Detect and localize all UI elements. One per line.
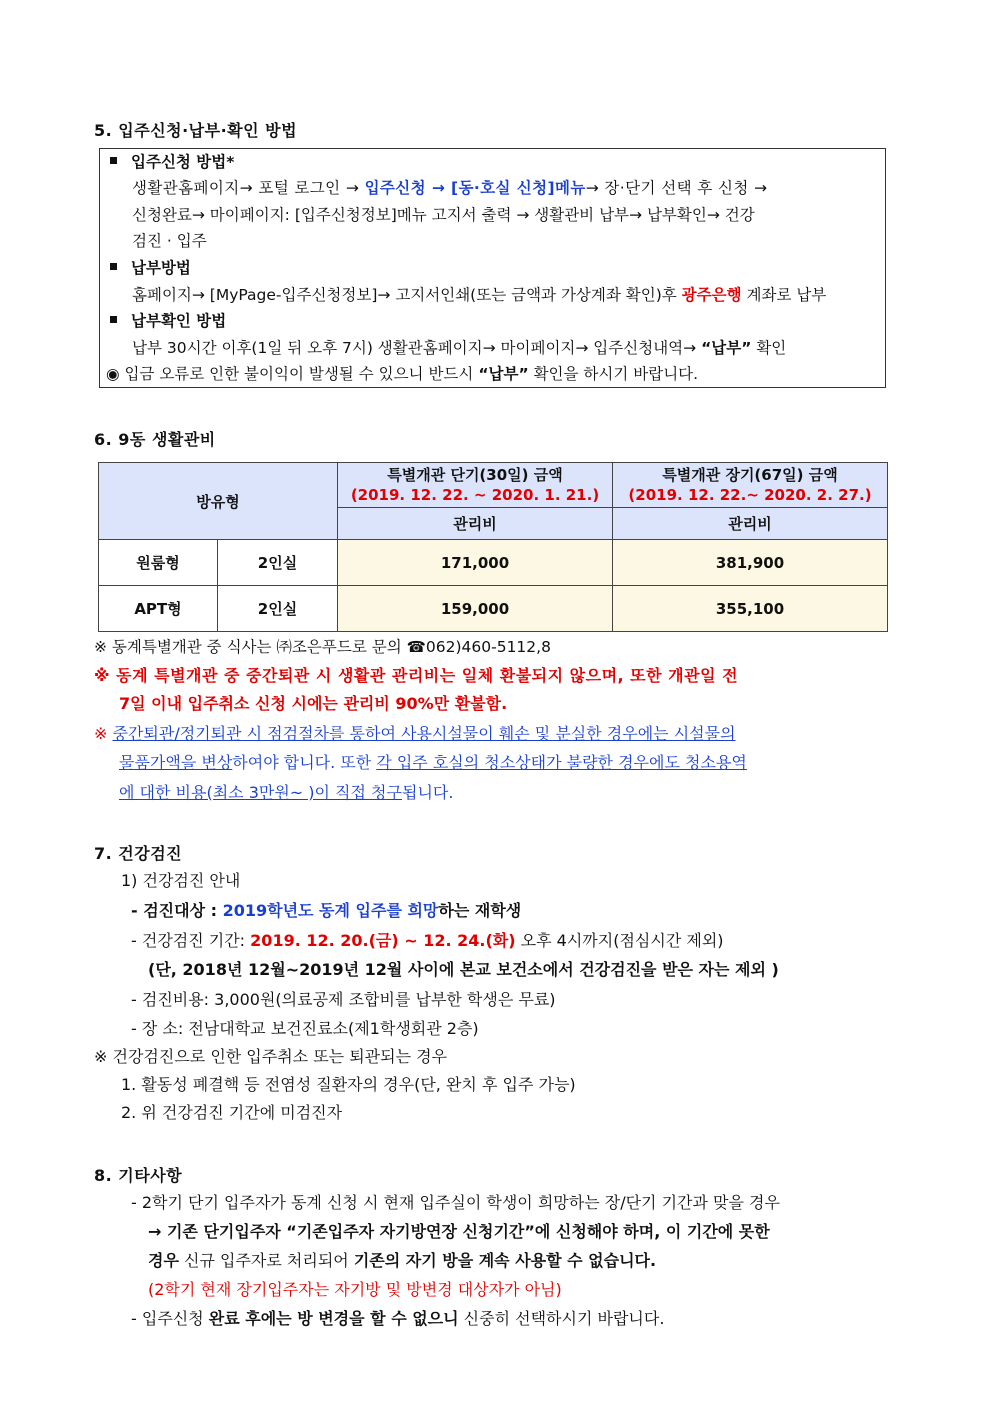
table-row (99, 540, 888, 586)
bullet-payment-confirm: 납부확인 방법 (110, 311, 226, 331)
health-check-cancel-case-2: 2. 위 건강검진 기간에 미검진자 (121, 1103, 343, 1122)
damage-notice-line-2: 물품가액을 변상하여야 합니다. 또한 각 입주 호실의 청소상태가 불량한 경우에도 청소용역 (119, 753, 747, 772)
meal-inquiry-note: ※ 동계특별개관 중 식사는 ㈜조은푸드로 문의 ☎062)460-5112,8 (94, 638, 551, 656)
health-check-cancel-case-1: 1. 활동성 폐결핵 등 전염성 질환자의 경우(단, 완치 후 입주 가능) (121, 1075, 576, 1094)
long-term-header: 특별개관 장기(67일) 금액 (2019. 12. 22.~ 2020. 2. 27.) (613, 463, 888, 508)
misc-note-line-3: 경우 신규 입주자로 처리되어 기존의 자기 방을 계속 사용할 수 없습니다. (148, 1251, 657, 1270)
health-check-target: - 검진대상 : 2019학년도 동계 입주를 희망하는 재학생 (131, 901, 522, 920)
bullet-payment-method: 납부방법 (110, 258, 191, 278)
room-type-cell: 원룸형 (99, 540, 218, 586)
health-check-guide: 1) 건강검진 안내 (121, 871, 241, 890)
bullet-square-icon (110, 157, 117, 164)
damage-notice-line-1: ※ 중간퇴관/정기퇴관 시 점검절차를 통하여 사용시설물이 훼손 및 분실한 경우에는 시설물의 (94, 724, 736, 743)
table-header-row (99, 463, 888, 508)
payment-warning-note: ◉ 입금 오류로 인한 불이익이 발생될 수 있으니 반드시 “납부” 확인을 하시기 바랍니다. (106, 365, 699, 383)
long-term-fee-cell: 381,900 (613, 540, 888, 586)
damage-notice-line-3: 에 대한 비용(최소 3만원~ )이 직접 청구됩니다. (119, 783, 454, 802)
application-steps-line-1: 생활관홈페이지→ 포털 로그인 → 입주신청 → [동·호실 신청]메뉴→ 장·단기 선택 후 신청 → (132, 179, 768, 197)
refund-notice-line-1: ※ 동계 특별개관 중 중간퇴관 시 생활관 관리비는 일체 환불되지 않으며, 또한 개관일 전 (94, 666, 739, 685)
payment-steps-line: 홈페이지→ [MyPage-입주신청정보]→ 고지서인쇄(또는 금액과 가상계좌 확인)후 광주은행 계좌로 납부 (132, 286, 827, 304)
bullet-square-icon (110, 263, 117, 270)
fee-table (98, 462, 888, 632)
room-size-cell: 2인실 (218, 540, 338, 586)
health-check-location: - 장 소: 전남대학교 보건진료소(제1학생회관 2층) (131, 1019, 479, 1038)
payment-confirm-line: 납부 30시간 이후(1일 뒤 오후 7시) 생활관홈페이지→ 마이페이지→ 입주신청내역→ “납부” 확인 (132, 339, 787, 357)
table-row (99, 586, 888, 632)
bullet-square-icon (110, 316, 117, 323)
room-type-cell: APT형 (99, 586, 218, 632)
health-check-exemption: (단, 2018년 12월~2019년 12월 사이에 본교 보건소에서 건강검진을 받은 자는 제외 ) (148, 960, 779, 979)
misc-note-line-4: (2학기 현재 장기입주자는 자기방 및 방변경 대상자가 아님) (148, 1280, 562, 1299)
health-check-cancel-note: ※ 건강검진으로 인한 입주취소 또는 퇴관되는 경우 (94, 1047, 448, 1066)
application-steps-line-3: 검진 · 입주 (132, 232, 207, 250)
short-term-header: 특별개관 단기(30일) 금액 (2019. 12. 22. ~ 2020. 1. 21.) (338, 463, 613, 508)
room-type-header: 방유형 (99, 463, 338, 540)
misc-note-line-5: - 입주신청 완료 후에는 방 변경을 할 수 없으니 신중히 선택하시기 바랍니다. (131, 1309, 665, 1328)
section-6-title: 6. 9동 생활관비 (94, 430, 216, 449)
misc-note-line-1: - 2학기 단기 입주자가 동계 신청 시 현재 입주실이 학생이 희망하는 장/단기 기간과 맞을 경우 (131, 1193, 780, 1212)
room-size-cell: 2인실 (218, 586, 338, 632)
long-term-fee-cell: 355,100 (613, 586, 888, 632)
health-check-period: - 건강검진 기간: 2019. 12. 20.(금) ~ 12. 24.(화) 오후 4시까지(점심시간 제외) (131, 931, 724, 950)
health-check-cost: - 검진비용: 3,000원(의료공제 조합비를 납부한 학생은 무료) (131, 990, 556, 1009)
short-term-fee-cell: 159,000 (338, 586, 613, 632)
section-5-title: 5. 입주신청·납부·확인 방법 (94, 121, 298, 140)
misc-note-line-2: → 기존 단기입주자 “기존입주자 자기방연장 신청기간”에 신청해야 하며, 이 기간에 못한 (148, 1222, 770, 1241)
short-term-fee-label: 관리비 (338, 508, 613, 540)
application-steps-line-2: 신청완료→ 마이페이지: [입주신청정보]메뉴 고지서 출력 → 생활관비 납부→ 납부확인→ 건강 (132, 206, 755, 224)
section-8-title: 8. 기타사항 (94, 1166, 183, 1185)
refund-notice-line-2: 7일 이내 입주취소 신청 시에는 관리비 90%만 환불함. (119, 694, 508, 713)
bullet-application-method: 입주신청 방법* (110, 152, 234, 172)
long-term-fee-label: 관리비 (613, 508, 888, 540)
short-term-fee-cell: 171,000 (338, 540, 613, 586)
section-7-title: 7. 건강검진 (94, 844, 183, 863)
